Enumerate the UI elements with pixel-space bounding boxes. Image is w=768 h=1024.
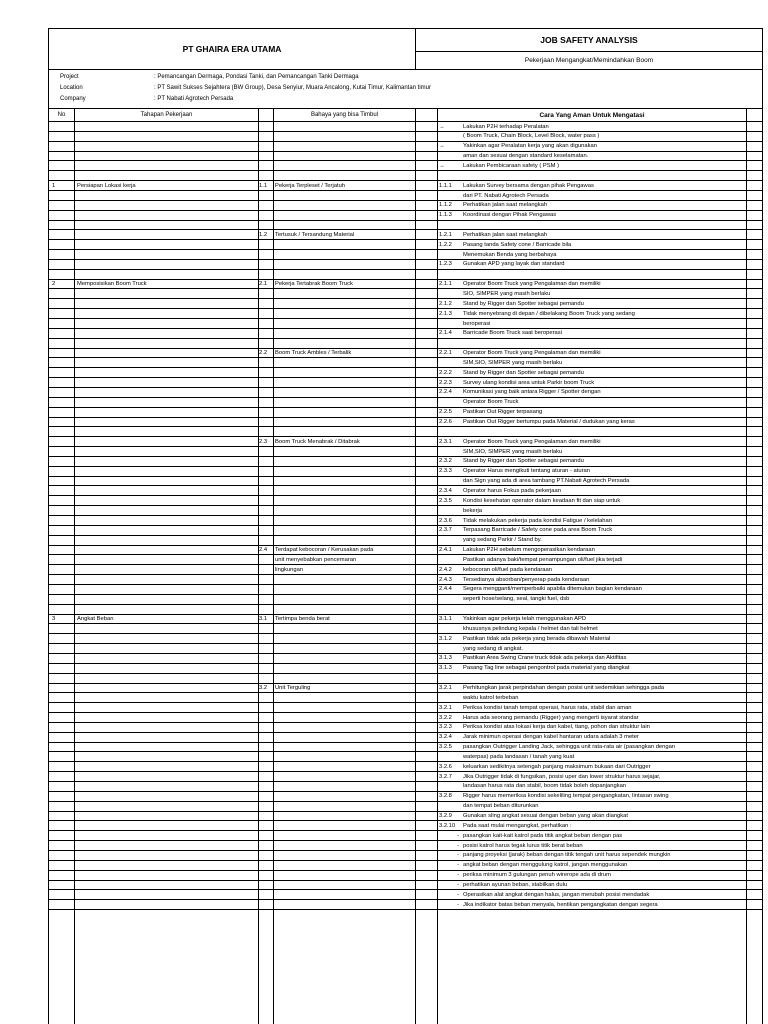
- control-cell: Perhatikan jalan saat melangkah: [463, 231, 548, 238]
- control-number: 2.2.1: [439, 350, 452, 356]
- hazard-number: 2.4: [259, 547, 268, 554]
- control-cell: posisi katrol harus tegak lurus titik berat beban: [463, 842, 583, 849]
- control-number: 2.3.6: [439, 517, 452, 524]
- control-cell: dari PT. Nabati Agrotech Persada: [463, 192, 549, 199]
- control-cell: Pastikan adanya baki/tempat penampungan oli/fuel jika terjadi: [463, 556, 623, 563]
- control-cell: periksa minimum 3 gulungan penuh wirerope ada di drum: [463, 872, 611, 879]
- column-divider: [437, 109, 438, 1024]
- info-value: : PT Nabati Agrotech Persada: [154, 96, 234, 102]
- company-name: PT GHAIRA ERA UTAMA: [182, 44, 282, 54]
- control-number: 3.1.3: [439, 665, 452, 672]
- control-number: 2.4.3: [439, 576, 452, 583]
- project-info: [48, 70, 763, 108]
- control-number: 2.3.4: [439, 487, 452, 494]
- control-cell: Operator Boom Truck yang Pengalaman dan memiliki: [463, 281, 601, 288]
- column-divider: [746, 109, 747, 1024]
- hazard-cell: Unit Terguling: [275, 684, 311, 691]
- control-cell: Stand by Rigger dan Spotter sebagai pemandu: [463, 458, 584, 465]
- control-cell: keluarkan sedikitnya setengah panjang maksimum bukaan dari Outrigger: [463, 763, 651, 770]
- control-cell: pasangkan kait-kait katrol pada titik angkat beban dengan pas: [463, 832, 623, 839]
- control-cell: Harus ada seorang pemandu (Rigger) yang mengerti isyarat standar: [463, 714, 639, 721]
- row-number: 2: [52, 281, 56, 288]
- control-number: 1.2.3: [439, 261, 452, 268]
- hazard-cell: Pekerja Tertabrak Boom Truck: [275, 281, 353, 288]
- control-cell: SIO, SIMPER yang masih berlaku: [463, 290, 551, 297]
- control-cell: Kondisi kesehatan operator dalam keadaan fit dan siap untuk: [463, 497, 621, 504]
- document-title: JOB SAFETY ANALYSIS: [416, 29, 762, 52]
- hazard-number: 1.2: [259, 231, 268, 238]
- control-number: 3.2.7: [439, 773, 452, 780]
- control-cell: Perhitungkan jarak perpindahan dengan posisi unit sedemikian sehingga pada: [463, 684, 665, 691]
- info-value: : PT Sawit Sukses Sejahtera (BW Group), Desa Senyiur, Muara Ancalong, Kutai Timur, Kalimantan timur: [154, 85, 432, 91]
- control-cell: Stand by Rigger dan Spotter sebagai pemandu: [463, 369, 584, 376]
- column-divider: [258, 109, 259, 1024]
- control-cell: Menemukan Benda yang berbahaya: [463, 251, 557, 258]
- control-number: 3.1.2: [439, 635, 452, 642]
- control-cell: yang sedang Parkir / Stand by.: [463, 537, 542, 544]
- control-number: -: [457, 891, 459, 898]
- hazard-cell: Tertimpa benda berat: [275, 616, 330, 622]
- control-number: 3.1.1: [439, 616, 452, 622]
- control-cell: SIM,SIO, SIMPER yang masih berlaku: [463, 448, 563, 455]
- hazard-number: 3.1: [259, 616, 268, 622]
- control-number: 2.1.1: [439, 281, 452, 288]
- hazard-number: 2.3: [259, 438, 268, 445]
- control-cell: angkat beban dengan menggulung katrol, jangan menggunakan: [463, 862, 628, 869]
- header-no: No: [57, 112, 66, 118]
- control-cell: dan Sign yang ada di area tambang PT.Nabati Agrotech Persada: [463, 478, 630, 485]
- control-cell: Pastikan Out Rigger terpasang: [463, 409, 543, 416]
- hazard-number: 3.2: [259, 684, 268, 691]
- control-number: 1.1.2: [439, 202, 452, 209]
- info-label: Location: [60, 85, 83, 91]
- control-cell: Operator Harus mengikuti tentang aturan - aturan: [463, 468, 590, 475]
- control-cell: Pada saat mulai mengangkat, perhatikan :: [463, 822, 572, 829]
- stage-cell: Memposisikan Boom Truck: [77, 281, 147, 288]
- row-number: 1: [52, 182, 56, 189]
- control-number: 3.2.10: [439, 822, 456, 829]
- control-cell: Gunakan sling angkat sesuai dengan beban yang akan diangkat: [463, 813, 629, 819]
- control-number: 3.2.1: [439, 684, 452, 691]
- control-cell: Periksa kondisi tanah tempat operasi, harus rata, stabil dan aman: [463, 704, 632, 711]
- table-row: [49, 426, 762, 427]
- control-cell: Operator harus Fokus pada pekerjaan: [463, 487, 561, 494]
- control-cell: Pastikan tidak ada pekerja yang berada dibawah Material: [463, 635, 611, 642]
- control-cell: Periksa kondisi atas lokasi kerja dan kabel, tiang, pohon dan struktur lain: [463, 724, 650, 731]
- header-hazard: Bahaya yang bisa Timbul: [310, 112, 379, 118]
- control-cell: Terpasang Barricade / Safety cone pada area Boom Truck: [463, 527, 613, 534]
- column-divider: [415, 109, 416, 1024]
- control-number: -: [457, 862, 459, 869]
- control-cell: Koordinasi dengan Pihak Pengawas: [463, 212, 557, 219]
- control-cell: Tidak melakukan pekerja pada kondisi Fatigue / kelelahan: [463, 517, 612, 524]
- control-cell: panjang proyeksi (jarak) beban dengan titik tengah unit harus sependek mungkin: [463, 852, 671, 859]
- control-cell: Tidak menyebrang di depan / dibelakang Boom Truck yang sedang: [463, 310, 635, 317]
- control-cell: Lakukan P2H sebelum mengoperasikan kendaraan: [463, 547, 595, 554]
- control-number: 2.2.6: [439, 419, 452, 425]
- row-number: 3: [52, 616, 56, 622]
- control-number: 3.2.9: [439, 813, 452, 819]
- control-number: 2.3.2: [439, 458, 452, 465]
- header-control: Cara Yang Aman Untuk Mengatasi: [539, 111, 645, 119]
- control-cell: SIM,SIO, SIMPER yang masih berlaku: [463, 359, 563, 366]
- control-number: 2.1.3: [439, 310, 452, 317]
- control-number: 3.2.5: [439, 744, 452, 750]
- hazard-cell: Boom Truck Menabrak / Ditabrak: [275, 438, 360, 445]
- table-row: [49, 673, 762, 674]
- control-cell: kebocoran oli/fuel pada kendaraan: [463, 566, 552, 573]
- table-row: [49, 220, 762, 221]
- control-cell: Operator Boom Truck yang Pengalaman dan memiliki: [463, 350, 601, 356]
- hazard-cell: Pekerja Terpleset / Terjatuh: [275, 182, 346, 189]
- column-divider: [273, 109, 274, 1024]
- control-number: 2.1.2: [439, 300, 452, 307]
- control-cell: Pastikan Area Swing Crane truck tidak ada pekerja dan Aktifitas: [463, 655, 627, 662]
- control-cell: seperti hose/selang, seal, tangki fuel, dsb: [463, 596, 570, 603]
- control-cell: Barricade Boom Truck saat beroperasi: [463, 330, 562, 337]
- hazard-cell: unit menyebabkan pencemaran: [275, 556, 357, 563]
- control-number: 2.2.3: [439, 379, 452, 386]
- control-cell: waterpas) pada landasan / tanah yang kuat: [463, 753, 575, 760]
- control-number: →: [439, 162, 445, 169]
- control-cell: dan tempat beban diturunkan: [463, 803, 539, 810]
- control-cell: Perhatikan jalan saat melangkah: [463, 202, 548, 209]
- control-cell: yang sedang di angkat.: [463, 645, 523, 652]
- header-stage: Tahapan Pekerjaan: [140, 112, 193, 118]
- document-subtitle: Pekerjaan Mengangkat/Memindahkan Boom: [524, 57, 654, 64]
- control-number: -: [457, 842, 459, 849]
- control-cell: Operasikan alat angkat dengan halus, jangan merubah posisi mendadak: [463, 891, 650, 898]
- document-header: [48, 28, 763, 70]
- control-number: 3.1.3: [439, 655, 452, 662]
- table-row: [49, 269, 762, 270]
- info-label: Project: [60, 74, 79, 80]
- info-label: Company: [60, 96, 86, 102]
- hazard-number: 2.2: [259, 350, 268, 356]
- control-number: 2.4.2: [439, 566, 452, 573]
- control-number: 1.2.2: [439, 241, 452, 248]
- hazard-cell: Terdapat kebocoran / Kerusakan pada: [275, 547, 374, 554]
- control-number: 3.2.6: [439, 763, 452, 770]
- control-number: 1.1.1: [439, 182, 452, 189]
- table-row: [49, 909, 762, 910]
- control-number: -: [457, 872, 459, 879]
- control-number: 3.2.2: [439, 714, 452, 721]
- jsa-table: [48, 108, 763, 1024]
- control-cell: Lakukan P2H terhadap Peralatan: [463, 123, 549, 130]
- hazard-number: 1.1: [259, 182, 268, 189]
- control-cell: Gunakan APD yang layak dan standard: [463, 261, 565, 268]
- column-divider: [74, 109, 75, 1024]
- control-cell: Pasang Tag line sebagai pengontrol pada material yang diangkat: [463, 665, 630, 672]
- control-cell: pasangkan Outrigger Landing Jack, sehingga unit rata-rata air (pasangkan dengan: [463, 744, 676, 750]
- control-cell: Lakukan Survey bersama dengan pihak Pengawas: [463, 182, 594, 189]
- control-cell: landasan harus rata dan stabil, boom tidak boleh dopanjangkan: [463, 783, 627, 790]
- control-cell: Segera mengganti/memperbaiki apabila ditemukan bagian kendaraan: [463, 586, 642, 593]
- control-number: -: [457, 832, 459, 839]
- control-number: 1.2.1: [439, 231, 452, 238]
- control-number: 3.2.4: [439, 734, 452, 741]
- control-cell: Yakinkan agar Peralatan kerja yang akan digunakan: [463, 143, 597, 150]
- table-row: [49, 170, 762, 171]
- control-number: 2.2.2: [439, 369, 452, 376]
- control-cell: waktu katrol terbeban: [463, 694, 519, 701]
- control-cell: Jika Outrigger tidak di fungsikan, posisi uper dan lower struktur harus sejajar,: [463, 773, 661, 780]
- control-cell: Pastikan Out Rigger bertumpu pada Material / dudukan yang keras: [463, 419, 635, 425]
- control-cell: Survey ulang kondisi area untuk Parkir boom Truck: [463, 379, 595, 386]
- control-cell: Pasang tanda Safety cone / Barricade bila: [463, 241, 572, 248]
- control-cell: khususnya pelindung kepala / helmet dan tali helmet: [463, 625, 598, 632]
- control-cell: Jarak minimun operasi dengan kabel hantaran udara adalah 3 meter: [463, 734, 639, 741]
- hazard-cell: Tertusuk / Tersandung Material: [275, 231, 355, 238]
- control-number: 2.3.5: [439, 497, 452, 504]
- hazard-number: 2.1: [259, 281, 268, 288]
- control-number: 2.1.4: [439, 330, 452, 337]
- control-number: →: [439, 123, 445, 130]
- control-cell: bekerja: [463, 507, 483, 514]
- control-cell: Lakukan Pembicaraan safety ( PSM ): [463, 162, 560, 169]
- control-cell: Rigger harus memeriksa kondisi sekeliling tempat pengangkatan, lintasan swing: [463, 793, 669, 800]
- table-row: [49, 604, 762, 605]
- control-number: 2.2.5: [439, 409, 452, 416]
- control-number: 2.2.4: [439, 389, 452, 396]
- control-number: 3.2.3: [439, 724, 452, 731]
- control-cell: Komunikasi yang baik antara Rigger / Spotter dengan: [463, 389, 601, 396]
- control-number: 3.2.1: [439, 704, 452, 711]
- table-row: [49, 338, 762, 339]
- control-number: 2.3.1: [439, 438, 452, 445]
- control-number: -: [457, 901, 459, 908]
- control-number: 2.4.1: [439, 547, 452, 554]
- control-cell: Operator Boom Truck: [463, 399, 519, 406]
- control-number: 2.3.7: [439, 527, 452, 534]
- control-cell: ( Boom Truck, Chain Block, Level Block, water pass ): [463, 133, 600, 140]
- control-cell: perhatikan ayunan beban, stabilkan dulu: [463, 881, 568, 888]
- stage-cell: Angkat Beban: [77, 616, 114, 622]
- control-number: →: [439, 143, 445, 150]
- stage-cell: Persiapan Lokasi kerja: [77, 182, 136, 189]
- control-number: 2.3.3: [439, 468, 452, 475]
- control-number: -: [457, 881, 459, 888]
- control-cell: beroperasi: [463, 320, 491, 327]
- control-number: 1.1.3: [439, 212, 452, 219]
- control-number: -: [457, 852, 459, 859]
- control-number: 2.4.4: [439, 586, 452, 593]
- control-cell: aman dan sesuai dengan standard keselamatan.: [463, 153, 589, 159]
- hazard-cell: lingkungan: [275, 566, 304, 573]
- control-cell: Stand by Rigger dan Spotter sebagai pemandu: [463, 300, 584, 307]
- hazard-cell: Boom Truck Ambles / Terbalik: [275, 350, 352, 356]
- control-cell: Tersedianya absorban/penyerap pada kendaraan: [463, 576, 590, 583]
- info-value: : Pemancangan Dermaga, Pondasi Tanki, dan Pemancangan Tanki Dermaga: [154, 74, 359, 80]
- control-number: 3.2.8: [439, 793, 452, 800]
- control-cell: Jika indikator batas beban menyala, hentikan pengangkatan dengan segera: [463, 901, 658, 908]
- control-cell: Yakinkan agar pekerja telah menggunakan APD: [463, 616, 586, 622]
- control-cell: Operator Boom Truck yang Pengalaman dan memiliki: [463, 438, 601, 445]
